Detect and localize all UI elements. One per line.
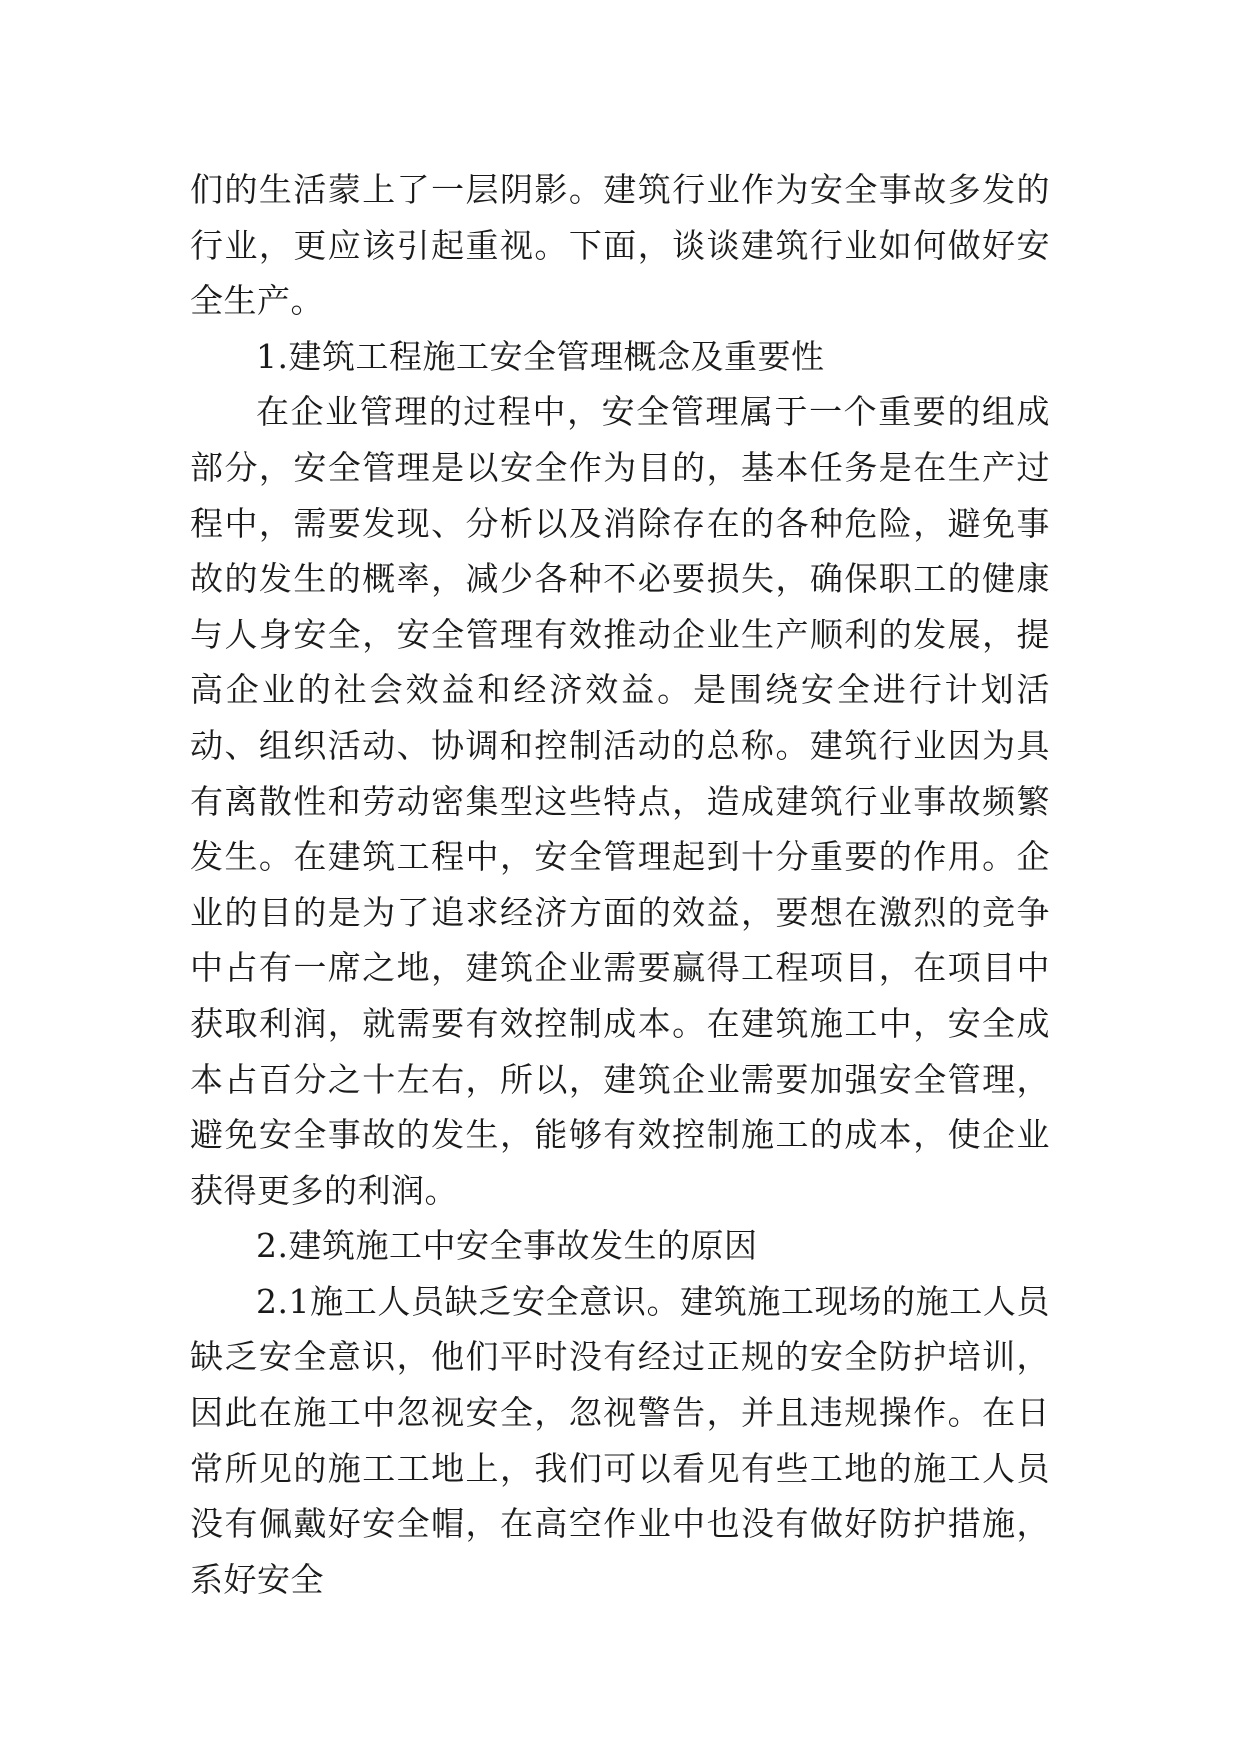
paragraph-safety-management: 在企业管理的过程中，安全管理属于一个重要的组成部分，安全管理是以安全作为目的，基本任务是在生产过程中，需要发现、分析以及消除存在的各种危险，避免事故的发生的概率，减少各种不必要损失，确保职工的健康与人身安全，安全管理有效推动企业生产顺利的发展，提高企业的社会效益和经济效益。是围绕安全进行计划活动、组织活动、协调和控制活动的总称。建筑行业因为具有离散性和劳动密集型这些特点，造成建筑行业事故频繁发生。在建筑工程中，安全管理起到十分重要的作用。企业的目的是为了追求经济方面的效益，要想在激烈的竞争中占有一席之地，建筑企业需要赢得工程项目，在项目中获取利润，就需要有效控制成本。在建筑施工中，安全成本占百分之十左右，所以，建筑企业需要加强安全管理，避免安全事故的发生，能够有效控制施工的成本，使企业获得更多的利润。	[190, 392, 1050, 1210]
section-heading-2: 2.建筑施工中安全事故发生的原因	[256, 1226, 758, 1266]
paragraph-continuation: 们的生活蒙上了一层阴影。建筑行业作为安全事故多发的行业，更应该引起重视。下面，谈谈建筑行业如何做好安全生产。	[190, 170, 1050, 321]
section-heading-1: 1.建筑工程施工安全管理概念及重要性	[256, 336, 825, 376]
document-body	[190, 162, 1050, 1607]
paragraph-accident-causes: 2.1施工人员缺乏安全意识。建筑施工现场的施工人员缺乏安全意识，他们平时没有经过正规的安全防护培训，因此在施工中忽视安全，忽视警告，并且违规操作。在日常所见的施工工地上，我们可以看见有些工地的施工人员没有佩戴好安全帽，在高空作业中也没有做好防护措施，系好安全	[190, 1281, 1050, 1599]
